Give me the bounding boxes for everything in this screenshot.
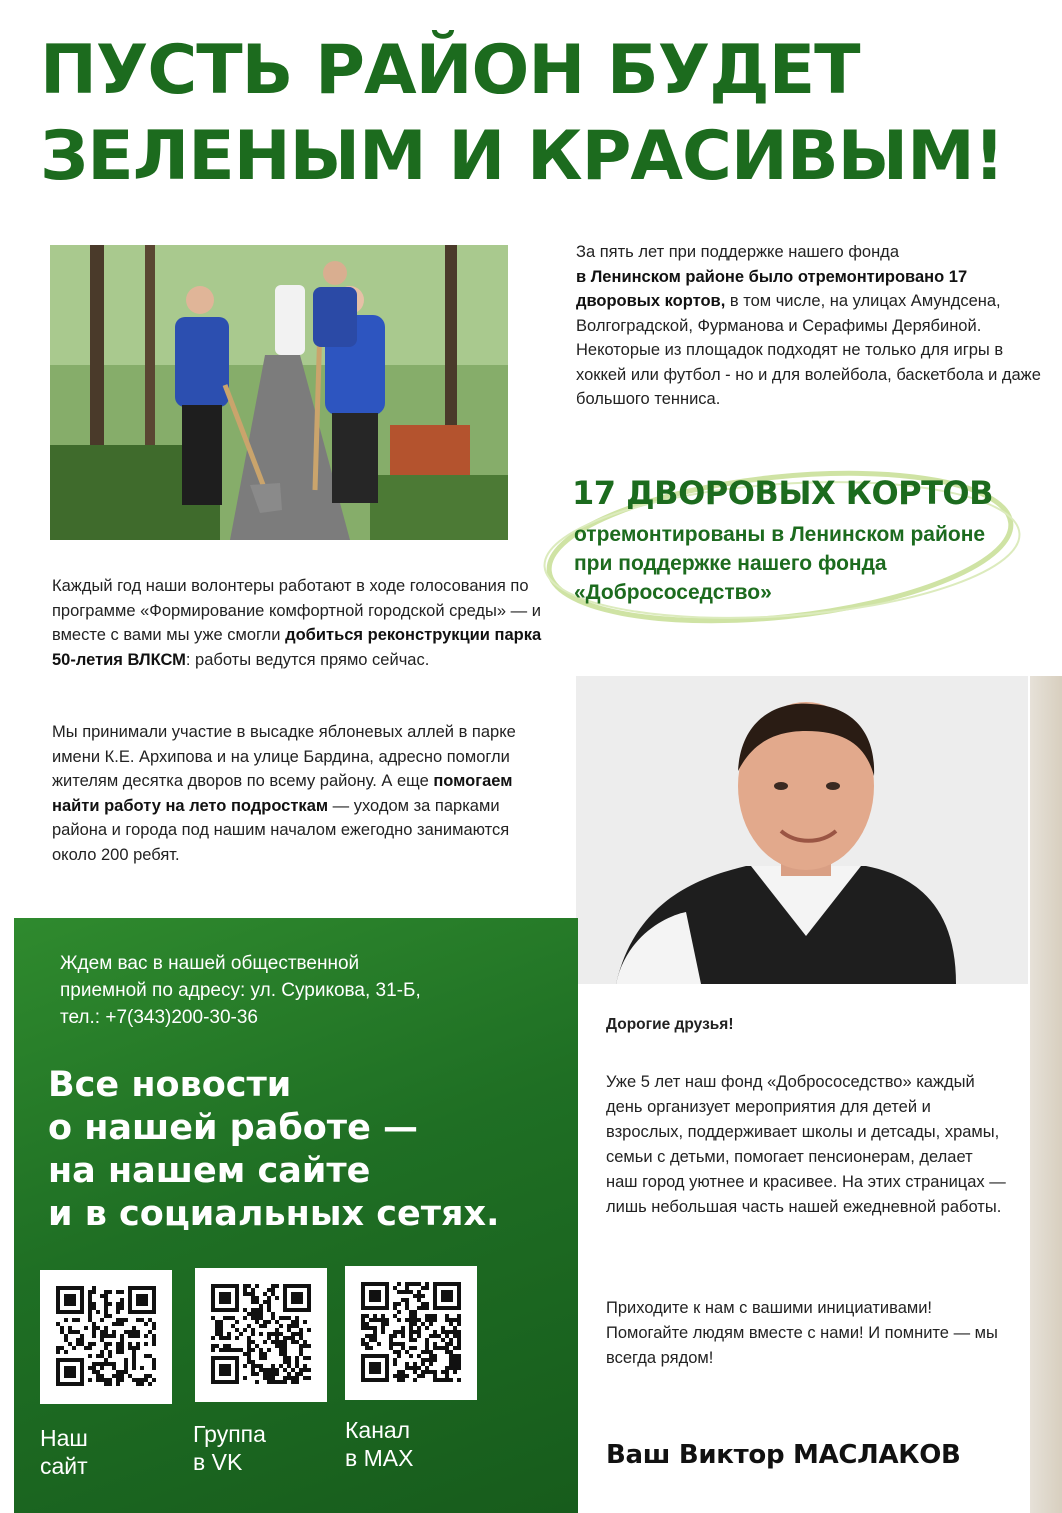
qr-code-max[interactable]	[345, 1266, 477, 1400]
fund-paragraph	[576, 240, 1046, 412]
qr-website-icon	[40, 1270, 172, 1404]
courts-title: 17 ДВОРОВЫХ КОРТОВ	[572, 474, 994, 512]
headline-line-1: ПУСТЬ РАЙОН БУДЕТ	[40, 31, 860, 110]
page-edge-shadow	[1030, 676, 1062, 1513]
apples-text-2: — уходом за парками района и города под нашим началом ежегодно занимаются около 200 ребят.	[52, 796, 510, 864]
qr-caption-vk[interactable]	[193, 1420, 323, 1476]
fund-text-2: в том числе, на улицах Амундсена, Волгоградской, Фурманова и Серафимы Дерябиной. Некоторые из площадок подходят не только для игры в хоккей или футбол - но и для волейбола, баскетбола и даже большого тенниса.	[576, 292, 1041, 408]
qr-caption-max[interactable]	[345, 1416, 475, 1472]
volunteers-text-bold: добиться реконструкции парка 50-летия ВЛКСМ	[52, 626, 542, 669]
qr-caption-vk-line-1: Группа	[193, 1421, 266, 1447]
news-line-4: и в социальных сетях.	[48, 1194, 500, 1234]
reception-line-1: Ждем вас в нашей общественной	[60, 953, 360, 974]
letter-greeting: Дорогие друзья!	[606, 1016, 734, 1033]
volunteers-photo	[50, 245, 508, 540]
news-line-3: на нашем сайте	[48, 1151, 371, 1191]
apples-text-1: Мы принимали участие в высадке яблоневых аллей в парке имени К.Е. Архипова и на улице Бардина, адресно помогли жителям десятка дворов по всему району. А еще	[52, 723, 516, 790]
qr-caption-website[interactable]	[40, 1424, 170, 1480]
letter-signature: Ваш Виктор МАСЛАКОВ	[606, 1440, 961, 1470]
portrait-photo	[576, 676, 1028, 984]
reception-phone: тел.: +7(343)200-30-36	[60, 1007, 258, 1028]
headline-line-2: ЗЕЛЕНЫМ И КРАСИВЫМ!	[40, 117, 1004, 196]
letter-paragraph-2: Приходите к нам с вашими инициативами! Помогайте людям вместе с нами! И помните — мы всегда рядом!	[606, 1299, 998, 1367]
news-line-1: Все новости	[48, 1065, 292, 1105]
qr-caption-max-line-1: Канал	[345, 1417, 411, 1443]
qr-code-website[interactable]	[40, 1270, 172, 1404]
fund-text-1: За пять лет при поддержке нашего фонда	[576, 243, 899, 261]
news-line-2: о нашей работе —	[48, 1108, 419, 1148]
qr-vk-icon	[195, 1268, 327, 1402]
reception-line-2: приемной по адресу: ул. Сурикова, 31-Б,	[60, 980, 421, 1001]
portrait-illustration	[576, 676, 1028, 984]
apples-paragraph	[52, 720, 552, 867]
volunteers-text-1: Каждый год наши волонтеры работают в ходе голосования по программе «Формирование комфортной городской среды» — и вместе с вами мы уже смогли	[52, 577, 541, 644]
volunteers-paragraph	[52, 574, 552, 672]
qr-max-icon	[345, 1266, 477, 1400]
reception-info	[60, 950, 530, 1031]
qr-caption-website-line-1: Наш	[40, 1425, 88, 1451]
letter-column	[578, 984, 1028, 1513]
news-callout	[48, 1064, 548, 1236]
apples-text-bold: помогаем найти работу на лето подросткам	[52, 772, 513, 815]
letter-paragraph-1: Уже 5 лет наш фонд «Добрососедство» каждый день организует мероприятия для детей и взрослых, поддерживает школы и детсады, храмы, семьи с детьми, помогает пенсионерам, делает наш город уютнее и красивее. На этих страницах — лишь небольшая часть нашей ежедневной работы.	[606, 1073, 1006, 1216]
qr-caption-max-line-2: в MAX	[345, 1445, 414, 1471]
qr-caption-website-line-2: сайт	[40, 1453, 88, 1479]
qr-caption-vk-line-2: в VK	[193, 1449, 243, 1475]
volunteers-text-2: : работы ведутся прямо сейчас.	[185, 650, 430, 669]
qr-code-vk[interactable]	[195, 1268, 327, 1402]
fund-text-bold: в Ленинском районе было отремонтировано 17 дворовых кортов,	[576, 267, 968, 310]
volunteers-illustration	[50, 245, 508, 540]
page-headline	[40, 28, 1040, 200]
courts-subtitle: отремонтированы в Ленинском районе при поддержке нашего фонда «Добрососедство»	[574, 523, 986, 604]
